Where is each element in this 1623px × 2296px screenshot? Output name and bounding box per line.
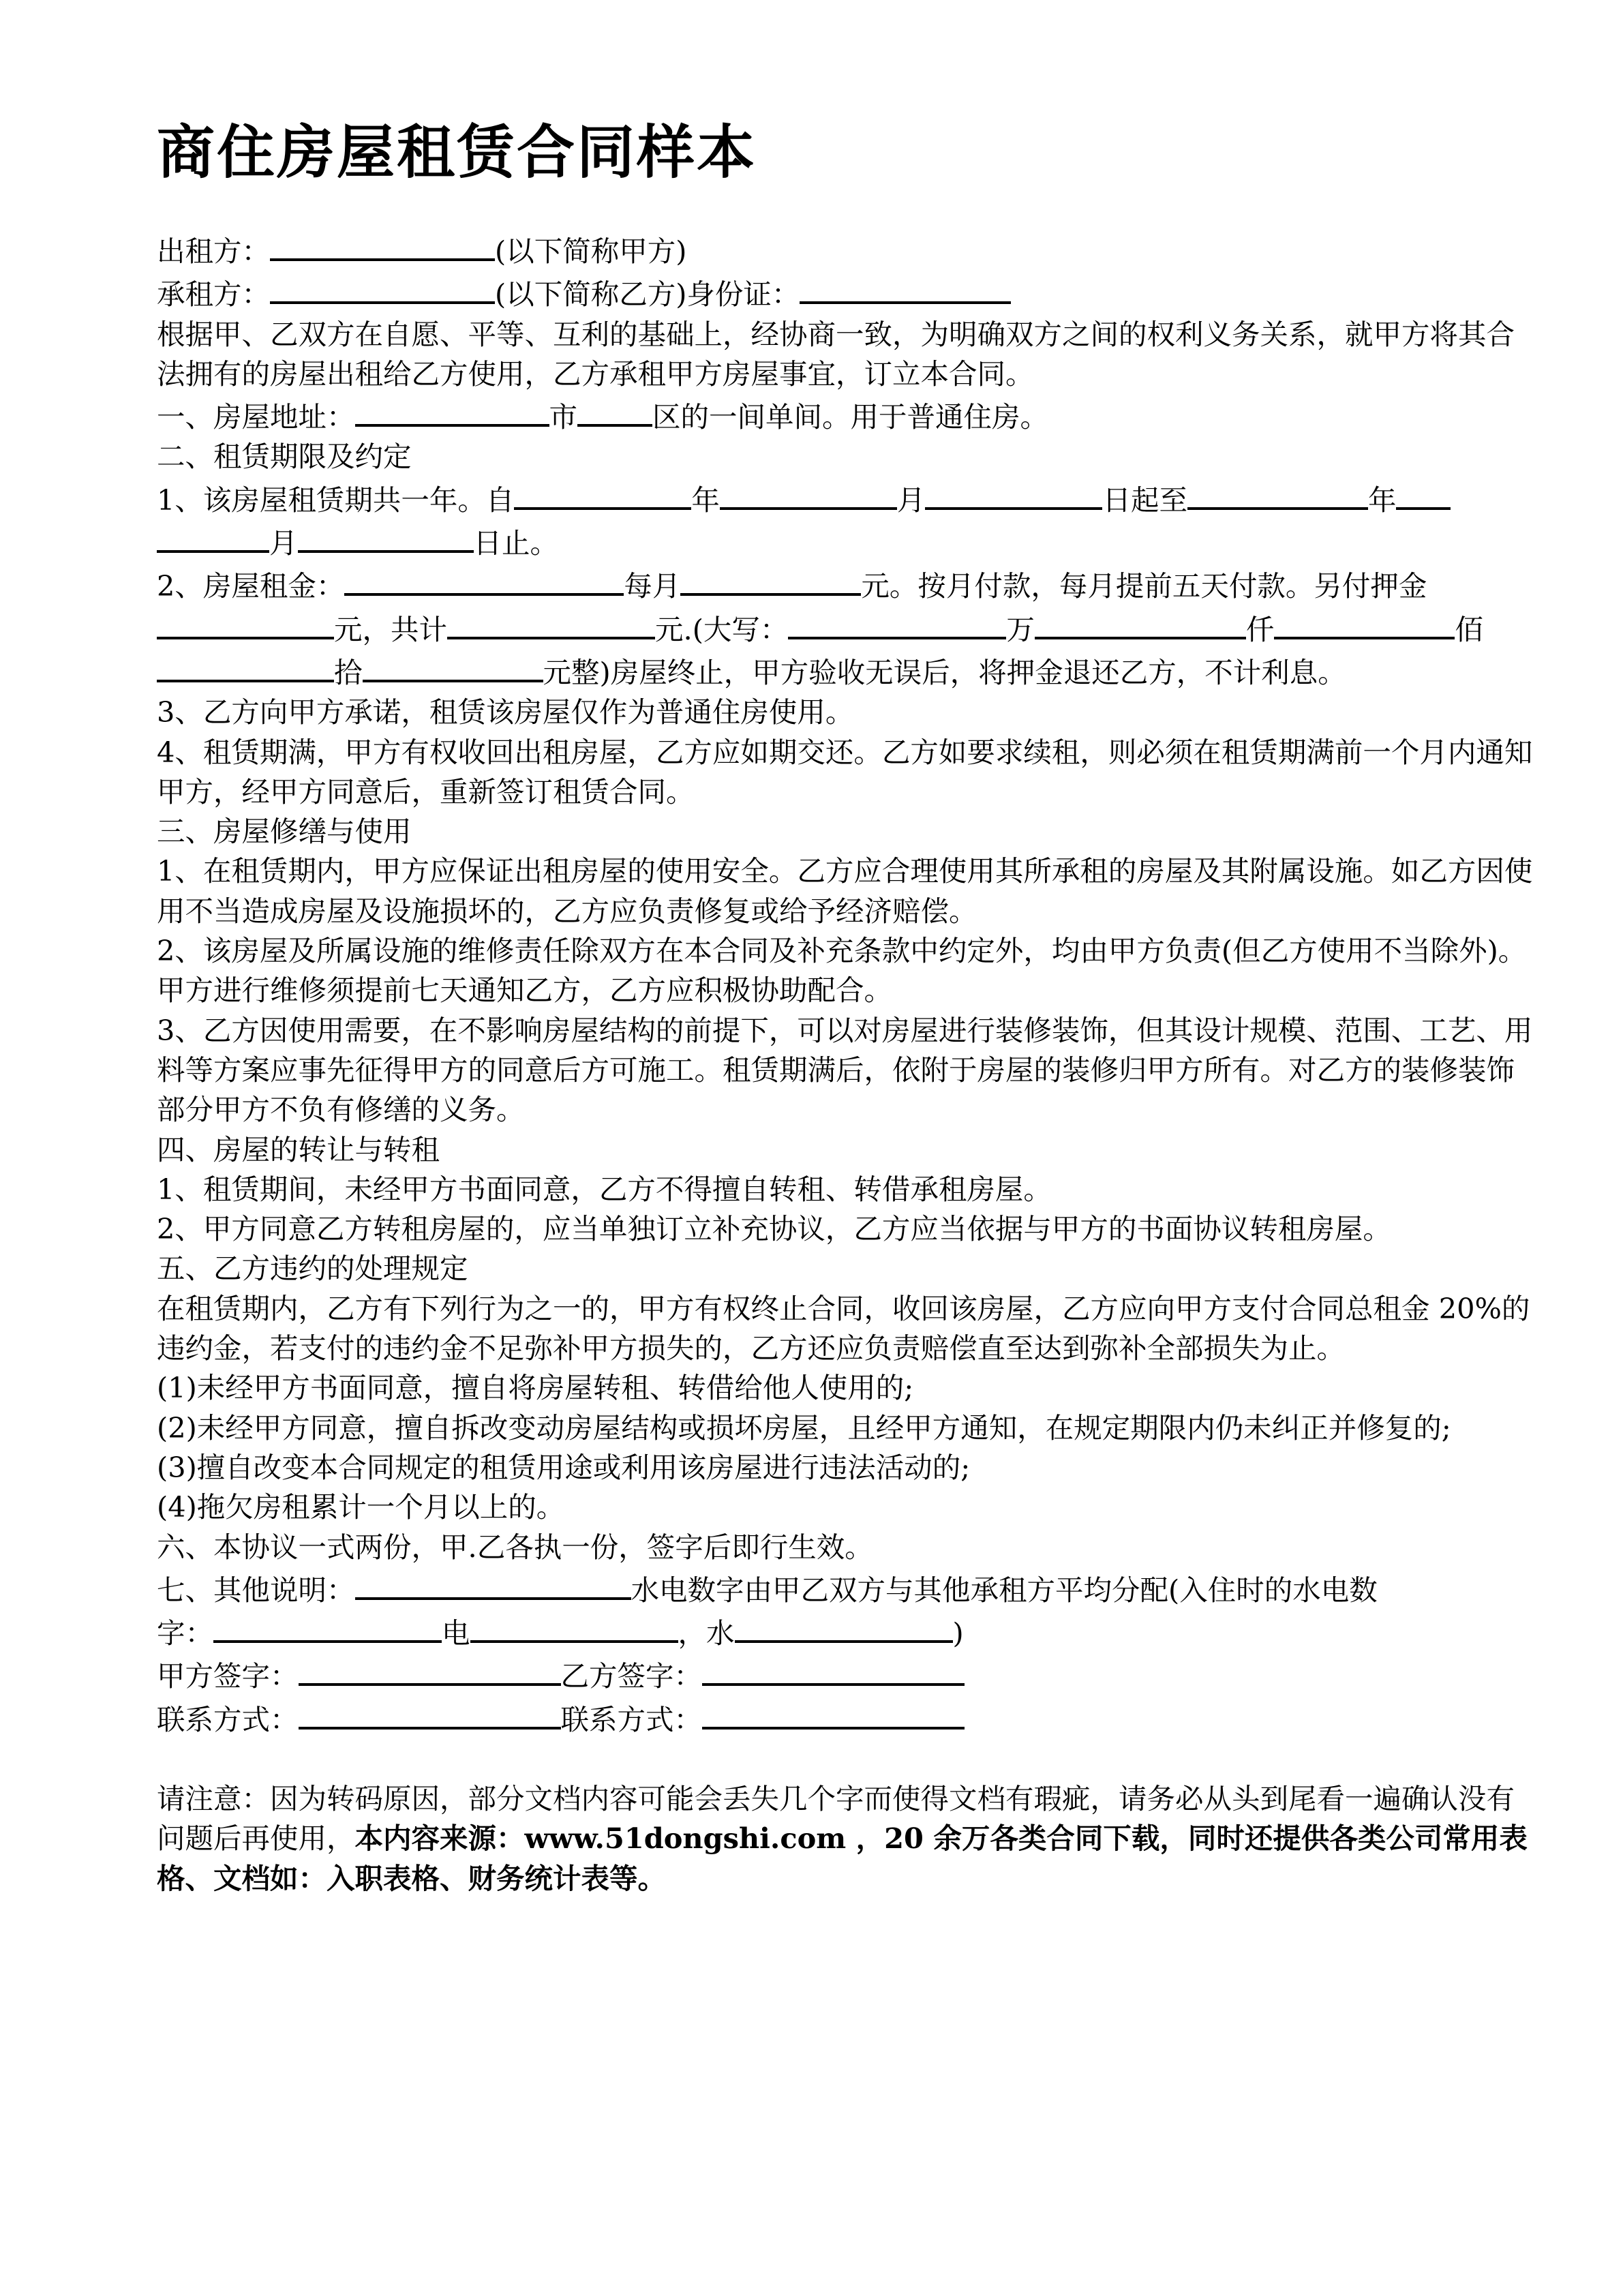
shi-label: 拾 xyxy=(334,655,363,689)
other-notes-blank[interactable] xyxy=(355,1567,631,1600)
note-text: 请注意：因为转码原因，部分文档内容可能会丢失几个字而使得文档有瑕疵，请务必从头到尾看一遍确认没有问题后再使用， xyxy=(157,1781,1515,1856)
note-source: 本内容来源：www.51dongshi.com ，20 余万各类合同下载，同时还提供各类公司常用表格、文档如：入职表格、财务统计表等。 xyxy=(157,1822,1528,1895)
section-3-item-1: 1、在租赁期内，甲方应保证出租房屋的使用安全。乙方应合理使用其所承租的房屋及其附属设施。如乙方因使用不当造成房屋及设施损坏的，乙方应负责修复或给予经济赔偿。 xyxy=(157,854,1533,928)
water-label: ，水 xyxy=(678,1616,735,1650)
breach-item-2: (2)未经甲方同意，擅自拆改变动房屋结构或损坏房屋，且经甲方通知，在规定期限内仍未纠正并修复的; xyxy=(157,1410,1451,1445)
wan-label: 万 xyxy=(1006,612,1035,646)
month-label: 月 xyxy=(896,483,926,517)
lessee-suffix: (以下简称乙方)身份证： xyxy=(495,277,800,312)
party-b-sign-label: 乙方签字： xyxy=(560,1659,703,1693)
section-2-heading: 二、租赁期限及约定 xyxy=(157,440,412,474)
address-prefix: 一、房屋地址： xyxy=(157,400,355,434)
monthly-rent-blank[interactable] xyxy=(680,563,861,596)
end-day-blank[interactable] xyxy=(298,520,474,553)
section-3-item-3: 3、乙方因使用需要，在不影响房屋结构的前提下，可以对房屋进行装修装饰，但其设计规模、范围、工艺、用料等方案应事先征得甲方的同意后方可施工。租赁期满后，依附于房屋的装修归甲方所有。对乙方的装修装饰部分甲方不负有修缮的义务。 xyxy=(157,1013,1533,1127)
party-a-contact-label: 联系方式： xyxy=(157,1702,299,1736)
other-notes-text: 水电数字由甲乙双方与其他承租方平均分配(入住时的水电数 xyxy=(631,1573,1378,1607)
meter-pre-blank[interactable] xyxy=(213,1610,442,1643)
party-b-sign-blank[interactable] xyxy=(702,1653,965,1686)
day-from-label: 日起至 xyxy=(1102,483,1187,517)
day-end-label: 日止。 xyxy=(473,526,559,560)
other-notes-line-1 xyxy=(157,1567,1541,1610)
electric-blank[interactable] xyxy=(470,1610,678,1643)
city-label: 市 xyxy=(549,400,578,434)
page-title: 商住房屋租赁合同样本 xyxy=(157,119,757,187)
capital-label: 元.(大写： xyxy=(655,612,789,646)
bai-amount-blank[interactable] xyxy=(157,650,334,682)
section-6: 六、本协议一式两份，甲.乙各执一份，签字后即行生效。 xyxy=(157,1530,873,1564)
lessor-suffix: (以下简称甲方) xyxy=(495,235,687,268)
wan-blank[interactable] xyxy=(788,607,1006,639)
term-4: 4、租赁期满，甲方有权收回出租房屋，乙方应如期交还。乙方如要求续租，则必须在租赁期满前一个月内通知甲方，经甲方同意后，重新签订租赁合同。 xyxy=(157,735,1533,809)
bai-blank[interactable] xyxy=(1274,607,1455,639)
qian-label: 仟 xyxy=(1245,612,1275,646)
party-b-contact-blank[interactable] xyxy=(702,1697,965,1729)
section-5-heading: 五、乙方违约的处理规定 xyxy=(157,1252,468,1286)
per-month-label: 每月 xyxy=(624,569,681,603)
total-blank[interactable] xyxy=(447,607,655,639)
contact-line xyxy=(157,1697,1541,1740)
intro-paragraph: 根据甲、乙双方在自愿、平等、互利的基础上，经协商一致，为明确双方之间的权利义务关系，就甲方将其合法拥有的房屋出租给乙方使用，乙方承租甲方房屋事宜，订立本合同。 xyxy=(157,317,1515,391)
source-note xyxy=(157,1779,1541,1899)
start-month-blank[interactable] xyxy=(720,477,897,510)
electric-label: 电 xyxy=(442,1616,470,1650)
start-day-blank[interactable] xyxy=(925,477,1102,510)
section-4-item-1: 1、租赁期间，未经甲方书面同意，乙方不得擅自转租、转借承租房屋。 xyxy=(157,1172,1052,1206)
qian-blank[interactable] xyxy=(1035,607,1246,639)
term-line-1 xyxy=(157,477,1541,520)
party-a-contact-blank[interactable] xyxy=(299,1697,561,1729)
lessor-label: 出租方： xyxy=(157,235,271,268)
district-blank[interactable] xyxy=(577,394,652,427)
other-notes-line-2 xyxy=(157,1610,1541,1653)
party-b-contact-label: 联系方式： xyxy=(560,1702,703,1736)
party-a-sign-label: 甲方签字： xyxy=(157,1659,299,1693)
city-blank[interactable] xyxy=(355,394,549,427)
term-line-2 xyxy=(157,520,1541,563)
lessee-line xyxy=(157,271,1541,314)
breach-item-1: (1)未经甲方书面同意，擅自将房屋转租、转借给他人使用的; xyxy=(157,1371,914,1405)
year-label: 年 xyxy=(691,483,720,517)
term-3: 3、乙方向甲方承诺，租赁该房屋仅作为普通住房使用。 xyxy=(157,695,854,729)
signature-line xyxy=(157,1653,1541,1696)
lessor-blank[interactable] xyxy=(270,228,495,261)
section-4-item-2: 2、甲方同意乙方转租房屋的，应当单独订立补充协议，乙方应当依据与甲方的书面协议转租房屋。 xyxy=(157,1212,1391,1246)
lessee-label: 承租方： xyxy=(157,277,271,312)
rent-label: 2、房屋租金： xyxy=(157,569,345,603)
breach-item-4: (4)拖欠房租累计一个月以上的。 xyxy=(157,1490,565,1524)
deposit-blank[interactable] xyxy=(157,607,334,639)
section-3-heading: 三、房屋修缮与使用 xyxy=(157,815,412,849)
water-blank[interactable] xyxy=(735,1610,953,1643)
month-label-2: 月 xyxy=(269,526,298,560)
contract-body xyxy=(157,228,1541,1899)
lessor-line xyxy=(157,228,1541,271)
term-text: 1、该房屋租赁期共一年。自 xyxy=(157,483,515,517)
end-month-blank-a[interactable] xyxy=(1396,477,1451,510)
other-notes-prefix: 七、其他说明： xyxy=(157,1573,355,1607)
deposit-total-label: 元，共计 xyxy=(334,612,448,646)
end-year-blank[interactable] xyxy=(1187,477,1368,510)
close-paren: ) xyxy=(952,1616,964,1650)
address-line xyxy=(157,394,1541,437)
rent-terms: 元。按月付款，每月提前五天付款。另付押金 xyxy=(861,569,1427,603)
party-a-sign-blank[interactable] xyxy=(299,1653,561,1686)
start-year-blank[interactable] xyxy=(514,477,691,510)
section-3-item-2: 2、该房屋及所属设施的维修责任除双方在本合同及补充条款中约定外，均由甲方负责(但乙方使用不当除外)。甲方进行维修须提前七天通知乙方，乙方应积极协助配合。 xyxy=(157,934,1527,1008)
year-label-2: 年 xyxy=(1367,483,1397,517)
rent-blank[interactable] xyxy=(344,563,624,596)
rent-line-2 xyxy=(157,607,1541,650)
district-suffix: 区的一间单间。用于普通住房。 xyxy=(652,400,1049,434)
section-4-heading: 四、房屋的转让与转租 xyxy=(157,1132,440,1166)
section-5-paragraph: 在租赁期内，乙方有下列行为之一的，甲方有权终止合同，收回该房屋，乙方应向甲方支付合同总租金 20%的违约金，若支付的违约金不足弥补甲方损失的，乙方还应负责赔偿直至达到弥补全部损失为止。 xyxy=(157,1291,1530,1365)
bai-label: 佰 xyxy=(1455,612,1483,646)
rent-line-3 xyxy=(157,650,1541,693)
meter-label: 字： xyxy=(157,1616,214,1650)
breach-item-3: (3)擅自改变本合同规定的租赁用途或利用该房屋进行违法活动的; xyxy=(157,1450,971,1484)
lessee-blank[interactable] xyxy=(270,271,495,304)
id-card-blank[interactable] xyxy=(800,271,1011,304)
shi-blank[interactable] xyxy=(363,650,543,682)
end-month-blank-b[interactable] xyxy=(157,520,269,553)
rent-end-text: 元整)房屋终止，甲方验收无误后，将押金退还乙方，不计利息。 xyxy=(543,655,1346,689)
rent-line-1 xyxy=(157,563,1541,606)
